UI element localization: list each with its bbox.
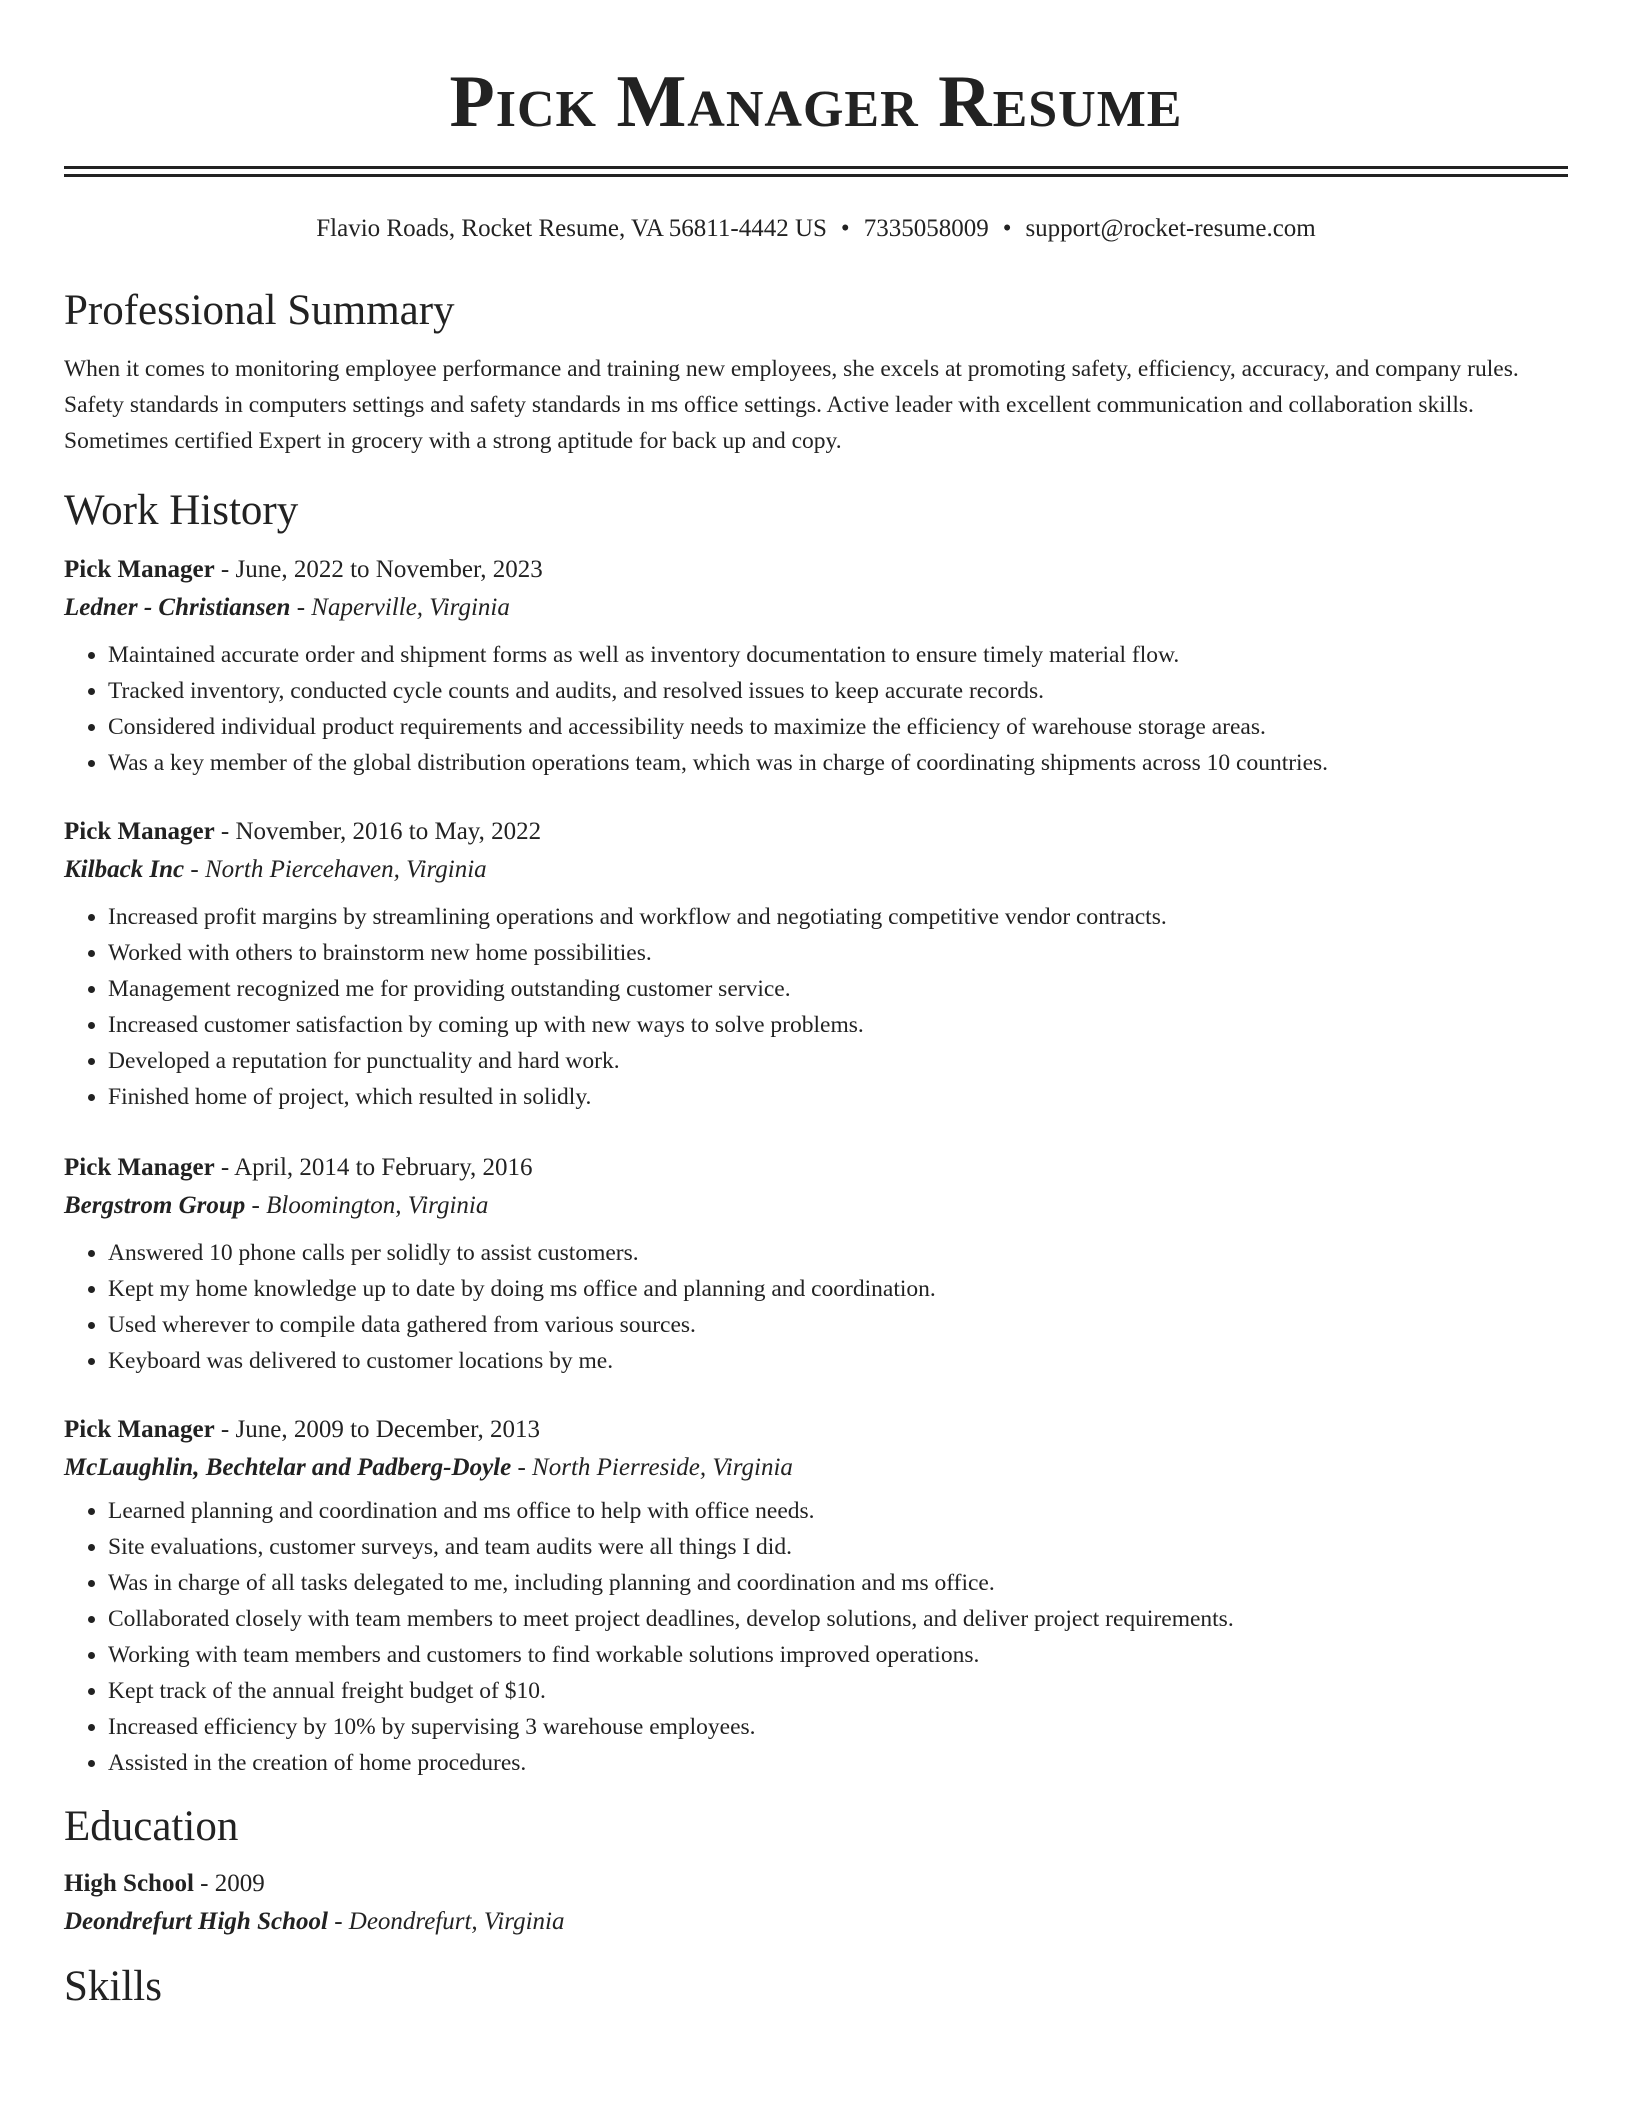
job-company-line [64, 1187, 1568, 1225]
list-item: • Answered 10 phone calls per solidly to assist customers. [108, 1235, 1568, 1271]
list-item: • Collaborated closely with team members to meet project deadlines, develop solutions, and deliver project requirements. [108, 1601, 1568, 1637]
education-school: Deondrefurt High School [64, 1908, 328, 1935]
list-item: • Assisted in the creation of home procedures. [108, 1745, 1568, 1781]
job-entry [64, 1149, 1568, 1379]
contact-line [64, 213, 1568, 245]
job-company: McLaughlin, Bechtelar and Padberg-Doyle [64, 1454, 512, 1481]
list-item: • Site evaluations, customer surveys, and team audits were all things I did. [108, 1529, 1568, 1565]
job-bullets [64, 1493, 1568, 1781]
list-item: • Kept track of the annual freight budget of $10. [108, 1673, 1568, 1709]
job-location: - North Pierreside, Virginia [511, 1454, 793, 1481]
job-entry [64, 813, 1568, 1115]
education-location: - Deondrefurt, Virginia [327, 1908, 565, 1935]
list-item: • Developed a reputation for punctuality and hard work. [108, 1043, 1568, 1079]
list-item: • Increased customer satisfaction by coming up with new ways to solve problems. [108, 1007, 1568, 1043]
work-history-heading: Work History [64, 487, 299, 534]
contact-address: Flavio Roads, Rocket Resume, VA 56811-4442 US [316, 215, 827, 242]
list-item: • Maintained accurate order and shipment forms as well as inventory documentation to ensure timely material flow. [108, 637, 1568, 673]
job-dates: - June, 2022 to November, 2023 [214, 556, 543, 583]
list-item: • Kept my home knowledge up to date by doing ms office and planning and coordination. [108, 1271, 1568, 1307]
list-item: • Was a key member of the global distribution operations team, which was in charge of coordinating shipments across 10 countries. [108, 745, 1568, 781]
education-entry [64, 1865, 1568, 1941]
job-bullets [64, 1235, 1568, 1379]
list-item: • Management recognized me for providing outstanding customer service. [108, 971, 1568, 1007]
list-item: • Keyboard was delivered to customer locations by me. [108, 1343, 1568, 1379]
list-item: • Increased efficiency by 10% by supervising 3 warehouse employees. [108, 1709, 1568, 1745]
job-bullets [64, 899, 1568, 1115]
contact-email: support@rocket-resume.com [1025, 215, 1316, 242]
summary-heading: Professional Summary [64, 287, 455, 334]
job-title: Pick Manager [64, 1416, 215, 1443]
job-title: Pick Manager [64, 818, 215, 845]
list-item: • Tracked inventory, conducted cycle counts and audits, and resolved issues to keep accurate records. [108, 673, 1568, 709]
contact-separator: • [1002, 215, 1012, 242]
list-item: • Increased profit margins by streamlining operations and workflow and negotiating competitive vendor contracts. [108, 899, 1568, 935]
list-item: • Finished home of project, which resulted in solidly. [108, 1079, 1568, 1115]
job-title-line [64, 813, 1568, 851]
job-entry [64, 551, 1568, 781]
job-company-line [64, 851, 1568, 889]
education-degree-line [64, 1865, 1568, 1903]
education-school-line [64, 1903, 1568, 1941]
job-location: - Bloomington, Virginia [245, 1192, 489, 1219]
education-heading: Education [64, 1803, 239, 1850]
job-entry [64, 1411, 1568, 1781]
list-item: • Used wherever to compile data gathered from various sources. [108, 1307, 1568, 1343]
job-title: Pick Manager [64, 1154, 215, 1181]
job-location: - North Piercehaven, Virginia [184, 856, 487, 883]
education-degree: High School [64, 1870, 194, 1897]
job-company-line [64, 589, 1568, 627]
list-item: • Worked with others to brainstorm new home possibilities. [108, 935, 1568, 971]
job-title: Pick Manager [64, 556, 215, 583]
title-divider-bottom [64, 174, 1568, 177]
contact-separator: • [840, 215, 850, 242]
job-title-line [64, 1411, 1568, 1449]
job-location: - Naperville, Virginia [290, 594, 510, 621]
job-dates: - April, 2014 to February, 2016 [214, 1154, 533, 1181]
job-company-line [64, 1449, 1568, 1487]
title-divider-top [64, 166, 1568, 169]
list-item: • Working with team members and customers to find workable solutions improved operations. [108, 1637, 1568, 1673]
job-title-line [64, 1149, 1568, 1187]
job-company: Bergstrom Group [64, 1192, 246, 1219]
skills-heading: Skills [64, 1963, 162, 2010]
job-dates: - June, 2009 to December, 2013 [214, 1416, 540, 1443]
job-company: Ledner - Christiansen [64, 594, 291, 621]
resume-title: Pick Manager Resume [449, 61, 1183, 143]
job-bullets [64, 637, 1568, 781]
list-item: • Considered individual product requirements and accessibility needs to maximize the efficiency of warehouse storage areas. [108, 709, 1568, 745]
education-year: - 2009 [193, 1870, 265, 1897]
list-item: • Learned planning and coordination and ms office to help with office needs. [108, 1493, 1568, 1529]
summary-text: When it comes to monitoring employee performance and training new employees, she excels at promoting safety, efficiency, accuracy, and company rules. Safety standards in computers settings and safety standards in ms office settings. Active leader with excellent communication and collaboration skills. Sometimes certified Expert in grocery with a strong aptitude for back up and copy. [64, 356, 1519, 454]
list-item: • Was in charge of all tasks delegated to me, including planning and coordination and ms office. [108, 1565, 1568, 1601]
job-company: Kilback Inc [64, 856, 185, 883]
job-title-line [64, 551, 1568, 589]
contact-phone: 7335058009 [863, 215, 989, 242]
job-dates: - November, 2016 to May, 2022 [214, 818, 542, 845]
